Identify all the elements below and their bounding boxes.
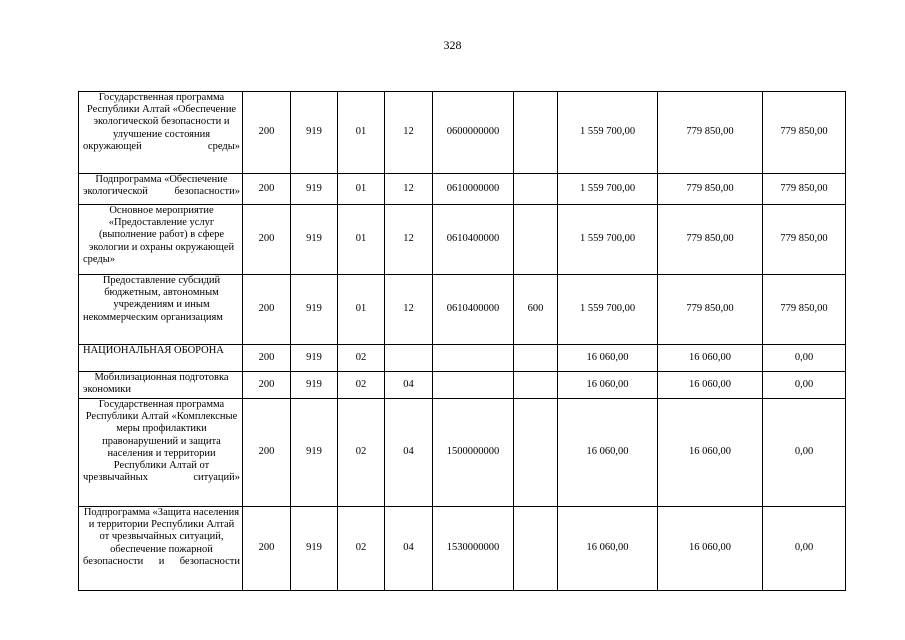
cell-type: 600 [514,275,558,345]
cell-code1: 200 [243,92,291,174]
cell-code1: 200 [243,174,291,205]
cell-sum1: 1 559 700,00 [558,275,658,345]
row-name: НАЦИОНАЛЬНАЯ ОБОРОНА [79,345,243,372]
cell-sum3: 779 850,00 [763,92,846,174]
cell-type [514,205,558,275]
cell-sum3: 779 850,00 [763,205,846,275]
cell-sum2: 16 060,00 [658,399,763,507]
cell-section: 02 [338,372,385,399]
cell-sum1: 16 060,00 [558,345,658,372]
cell-section: 01 [338,92,385,174]
cell-code2: 919 [291,507,338,591]
cell-sum1: 16 060,00 [558,507,658,591]
cell-sum1: 16 060,00 [558,399,658,507]
cell-code1: 200 [243,372,291,399]
cell-subsection [385,345,433,372]
cell-sum1: 1 559 700,00 [558,92,658,174]
cell-subsection: 04 [385,399,433,507]
cell-code2: 919 [291,372,338,399]
cell-type [514,174,558,205]
cell-code2: 919 [291,92,338,174]
cell-sum2: 779 850,00 [658,205,763,275]
cell-subsection: 12 [385,92,433,174]
cell-type [514,345,558,372]
cell-target: 1530000000 [433,507,514,591]
cell-subsection: 12 [385,174,433,205]
cell-code2: 919 [291,174,338,205]
cell-sum2: 779 850,00 [658,275,763,345]
cell-sum1: 1 559 700,00 [558,174,658,205]
cell-section: 02 [338,399,385,507]
cell-subsection: 04 [385,507,433,591]
row-name: Подпрограмма «Защита населения и территории Республики Алтай от чрезвычайных ситуаций, обеспечение пожарной безопасности и безопасности [79,507,243,591]
cell-sum1: 1 559 700,00 [558,205,658,275]
cell-sum3: 779 850,00 [763,174,846,205]
cell-sum2: 16 060,00 [658,507,763,591]
row-name: Основное мероприятие «Предоставление услуг (выполнение работ) в сфере экологии и охраны окружающей среды» [79,205,243,275]
cell-target: 0610000000 [433,174,514,205]
cell-code2: 919 [291,399,338,507]
table-row [79,399,846,507]
table-row [79,174,846,205]
row-name: Государственная программа Республики Алтай «Комплексные меры профилактики правонарушений и защита населения и территории Республики Алтай от чрезвычайных ситуаций» [79,399,243,507]
page-number: 328 [443,38,462,52]
cell-code1: 200 [243,205,291,275]
cell-target [433,345,514,372]
cell-subsection: 04 [385,372,433,399]
table-row [79,275,846,345]
cell-code1: 200 [243,275,291,345]
cell-code2: 919 [291,205,338,275]
table-row [79,507,846,591]
cell-subsection: 12 [385,205,433,275]
cell-section: 02 [338,345,385,372]
table-row [79,205,846,275]
cell-target: 0610400000 [433,275,514,345]
table-row [79,92,846,174]
budget-table [78,91,846,591]
table-row [79,372,846,399]
cell-sum3: 0,00 [763,507,846,591]
row-name: Подпрограмма «Обеспечение экологической безопасности» [79,174,243,205]
cell-code2: 919 [291,275,338,345]
cell-section: 01 [338,275,385,345]
table-row [79,345,846,372]
cell-sum3: 0,00 [763,399,846,507]
cell-type [514,507,558,591]
cell-type [514,399,558,507]
cell-section: 01 [338,205,385,275]
cell-sum3: 779 850,00 [763,275,846,345]
cell-target: 1500000000 [433,399,514,507]
cell-sum2: 16 060,00 [658,345,763,372]
cell-sum2: 779 850,00 [658,174,763,205]
cell-subsection: 12 [385,275,433,345]
cell-section: 01 [338,174,385,205]
cell-sum3: 0,00 [763,372,846,399]
cell-code1: 200 [243,345,291,372]
cell-sum3: 0,00 [763,345,846,372]
cell-target: 0610400000 [433,205,514,275]
cell-code1: 200 [243,507,291,591]
row-name: Государственная программа Республики Алтай «Обеспечение экологической безопасности и улучшение состояния окружающей среды» [79,92,243,174]
cell-section: 02 [338,507,385,591]
cell-target [433,372,514,399]
cell-type [514,92,558,174]
cell-sum2: 779 850,00 [658,92,763,174]
row-name: Предоставление субсидий бюджетным, автономным учреждениям и иным некоммерческим организациям [79,275,243,345]
cell-sum1: 16 060,00 [558,372,658,399]
cell-code2: 919 [291,345,338,372]
row-name: Мобилизационная подготовка экономики [79,372,243,399]
cell-type [514,372,558,399]
cell-target: 0600000000 [433,92,514,174]
cell-code1: 200 [243,399,291,507]
cell-sum2: 16 060,00 [658,372,763,399]
